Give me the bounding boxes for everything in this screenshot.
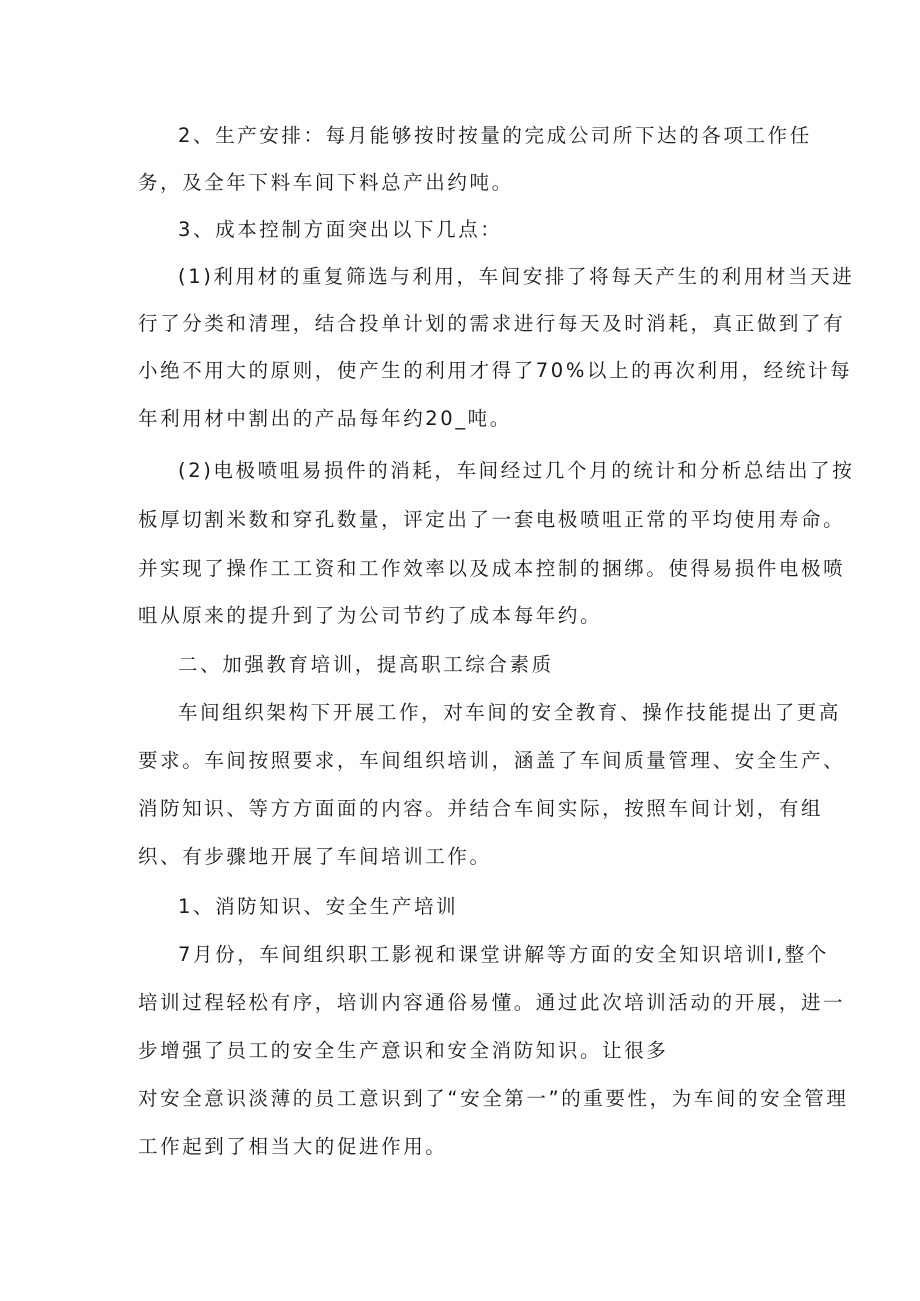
text-line: (1)利用材的重复筛选与利用，车间安排了将每天产生的利用材当天进 xyxy=(178,265,855,288)
text-line: 2、生产安排：每月能够按时按量的完成公司所下达的各项工作任 xyxy=(178,124,812,147)
text-line: 车间组织架构下开展工作，对车间的安全教育、操作技能提出了更高 xyxy=(178,701,842,724)
text-line: 小绝不用大的原则，使产生的利用才得了70%以上的再次利用，经统计每 xyxy=(138,359,853,382)
text-line: 7月份，车间组织职工影视和课堂讲解等方面的安全知识培训I,整个 xyxy=(178,943,829,966)
text-line: 咀从原来的提升到了为公司节约了成本每年约。 xyxy=(138,604,603,627)
text-line: (2)电极喷咀易损件的消耗，车间经过几个月的统计和分析总结出了按 xyxy=(178,459,855,482)
text-line: 织、有步骤地开展了车间培训工作。 xyxy=(138,845,492,868)
text-line: 对安全意识淡薄的员工意识到了“安全第一”的重要性，为车间的安全管理 xyxy=(138,1087,849,1110)
text-line: 务，及全年下料车间下料总产出约吨。 xyxy=(138,171,514,194)
text-line: 培训过程轻松有序，培训内容通俗易懂。通过此次培训活动的开展，进一 xyxy=(138,991,846,1014)
subsection-heading: 1、消防知识、安全生产培训 xyxy=(178,895,459,918)
text-line: 并实现了操作工工资和工作效率以及成本控制的捆绑。使得易损件电极喷 xyxy=(138,557,846,580)
text-line: 板厚切割米数和穿孔数量，评定出了一套电极喷咀正常的平均使用寿命。 xyxy=(138,508,846,531)
text-line: 工作起到了相当大的促进作用。 xyxy=(138,1135,448,1158)
text-line: 3、成本控制方面突出以下几点： xyxy=(178,218,503,241)
section-heading: 二、加强教育培训，提高职工综合素质 xyxy=(178,653,554,676)
text-line: 年利用材中割出的产品每年约20_吨。 xyxy=(138,407,512,430)
text-line: 消防知识、等方方面面的内容。并结合车间实际，按照车间计划，有组 xyxy=(138,797,824,820)
text-line: 行了分类和清理，结合投单计划的需求进行每天及时消耗，真正做到了有 xyxy=(138,312,846,335)
text-line: 要求。车间按照要求，车间组织培训，涵盖了车间质量管理、安全生产、 xyxy=(138,749,846,772)
text-line: 步增强了员工的安全生产意识和安全消防知识。让很多 xyxy=(138,1039,669,1062)
